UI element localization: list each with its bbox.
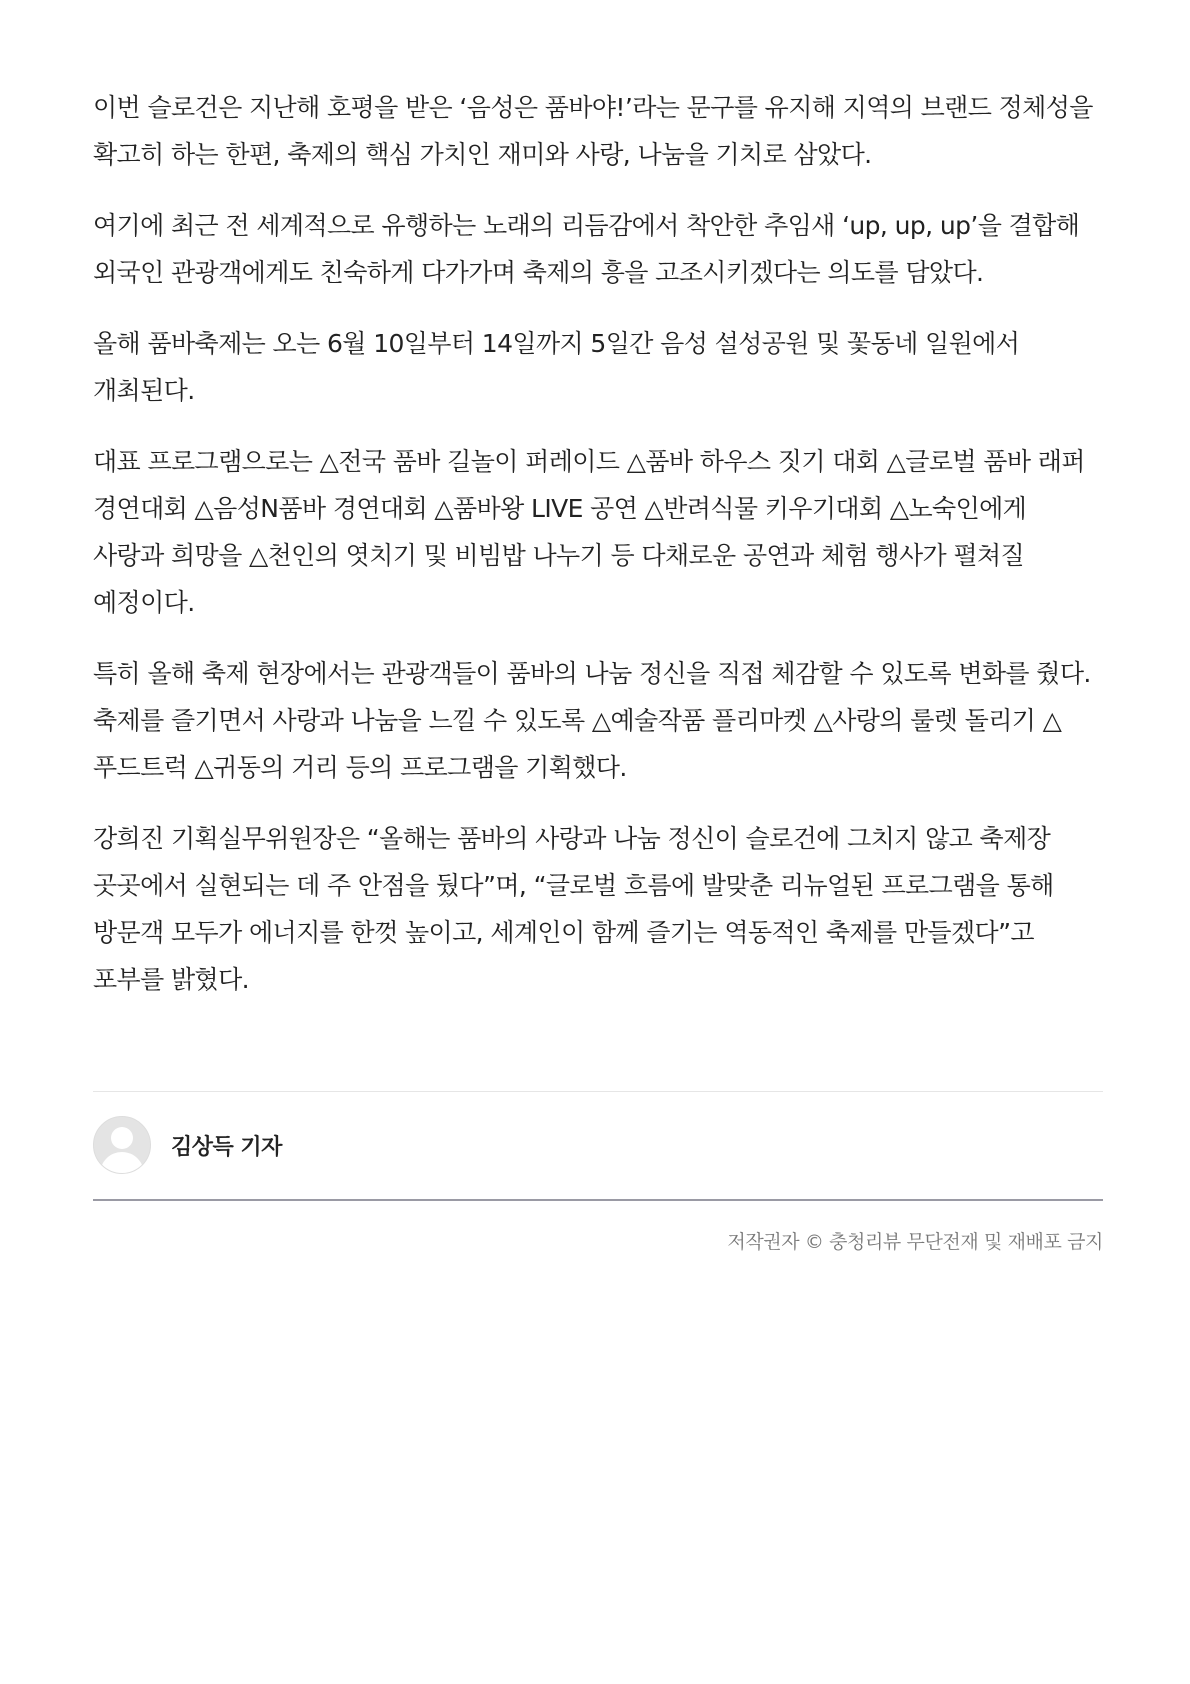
article-body (93, 84, 1103, 1027)
article-paragraph: 대표 프로그램으로는 △전국 품바 길놀이 퍼레이드 △품바 하우스 짓기 대회 △글로벌 품바 래퍼 경연대회 △음성N품바 경연대회 △품바왕 LIVE 공연 △반려식물 키우기대회 △노숙인에게 사랑과 희망을 △천인의 엿치기 및 비빔밥 나누기 등 다채로운 공연과 체험 행사가 펼쳐질 예정이다. (93, 447, 1085, 617)
byline-divider-top (93, 1091, 1103, 1092)
reporter-name[interactable]: 김상득 기자 (171, 1134, 282, 1160)
article-paragraph: 올해 품바축제는 오는 6월 10일부터 14일까지 5일간 음성 설성공원 및 꽃동네 일원에서 개최된다. (93, 329, 1020, 405)
article-paragraph: 여기에 최근 전 세계적으로 유행하는 노래의 리듬감에서 착안한 추임새 ‘up, up, up’을 결합해 외국인 관광객에게도 친숙하게 다가가며 축제의 흥을 고조시키겠다는 의도를 담았다. (93, 211, 1080, 287)
article-paragraph: 특히 올해 축제 현장에서는 관광객들이 품바의 나눔 정신을 직접 체감할 수 있도록 변화를 줬다. 축제를 즐기면서 사랑과 나눔을 느낄 수 있도록 △예술작품 플리마켓 △사랑의 룰렛 돌리기 △푸드트럭 △귀동의 거리 등의 프로그램을 기획했다. (93, 659, 1091, 782)
article-paragraph: 강희진 기획실무위원장은 “올해는 품바의 사랑과 나눔 정신이 슬로건에 그치지 않고 축제장 곳곳에서 실현되는 데 주 안점을 뒀다”며, “글로벌 흐름에 발맞춘 리뉴얼된 프로그램을 통해 방문객 모두가 에너지를 한껏 높이고, 세계인이 함께 즐기는 역동적인 축제를 만들겠다”고 포부를 밝혔다. (93, 824, 1054, 994)
reporter-byline[interactable] (93, 1114, 282, 1176)
byline-divider-bottom (93, 1199, 1103, 1201)
article-paragraph: 이번 슬로건은 지난해 호평을 받은 ‘음성은 품바야!’라는 문구를 유지해 지역의 브랜드 정체성을 확고히 하는 한편, 축제의 핵심 가치인 재미와 사랑, 나눔을 기치로 삼았다. (93, 93, 1093, 169)
copyright-notice: 저작권자 © 충청리뷰 무단전재 및 재배포 금지 (727, 1231, 1103, 1253)
user-avatar-icon (93, 1116, 151, 1174)
